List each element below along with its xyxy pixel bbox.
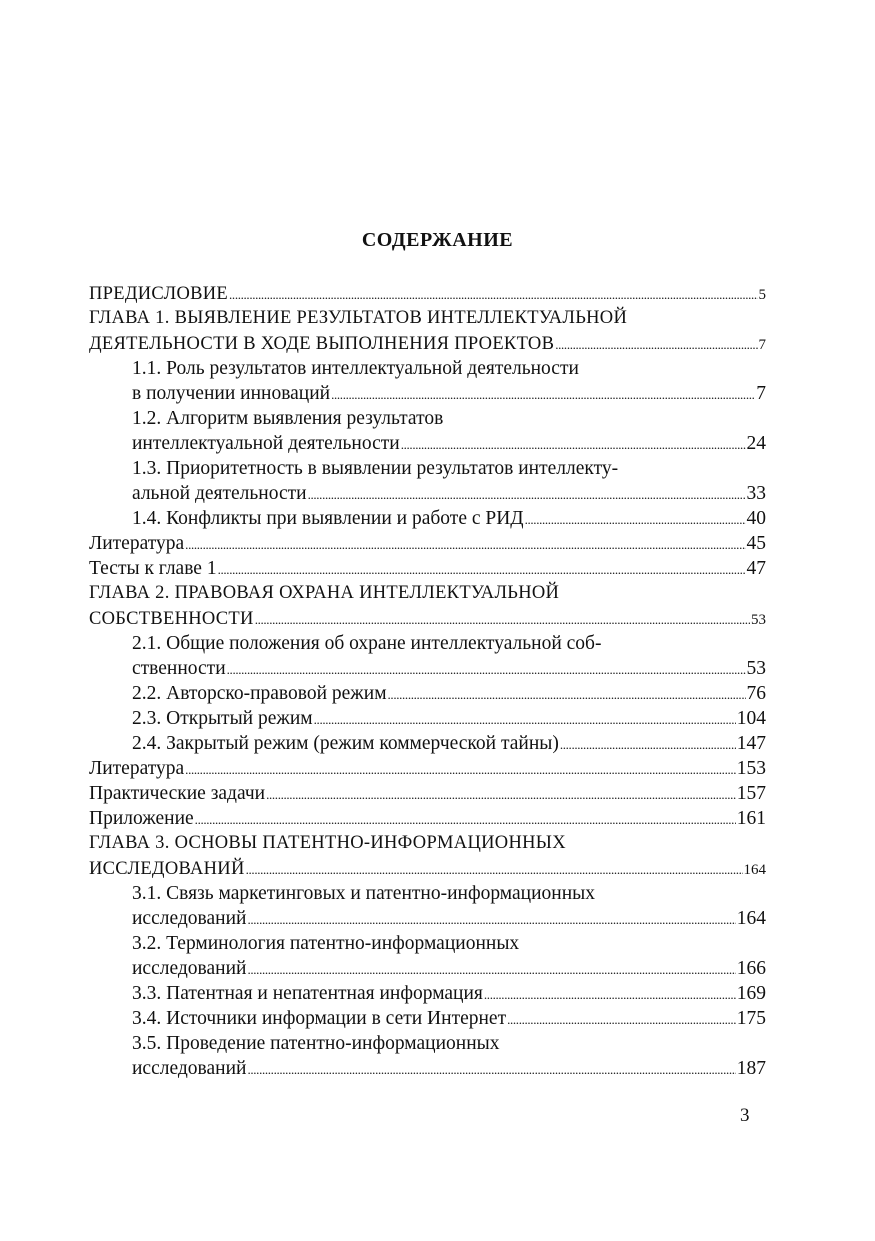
toc-entry-title: ИССЛЕДОВАНИЙ: [89, 859, 245, 879]
toc-page-number: 164: [736, 908, 766, 929]
toc-entry-line: [89, 1056, 766, 1081]
toc-entry-title: исследований: [132, 1058, 247, 1079]
toc-leader-dots: [185, 531, 745, 557]
toc-leader-dots: [484, 981, 736, 1007]
toc-entry-line: [89, 981, 766, 1006]
toc-entry-title: 2.4. Закрытый режим (режим коммерческой тайны): [132, 733, 559, 754]
toc-entry-title: 1.4. Конфликты при выявлении и работе с РИД: [132, 508, 524, 529]
toc-entry-line: [89, 531, 766, 556]
toc-page-number: 175: [736, 1008, 766, 1029]
toc-entry-title: в получении инноваций: [132, 383, 331, 404]
toc-entry-title: исследований: [132, 958, 247, 979]
toc-entry-title: 3.5. Проведение патентно-информационных: [132, 1033, 500, 1054]
toc-entry-title: ГЛАВА 2. ПРАВОВАЯ ОХРАНА ИНТЕЛЛЕКТУАЛЬНОЙ: [89, 583, 560, 603]
toc-entry-title: Практические задачи: [89, 783, 266, 804]
toc-entry-line: [89, 831, 766, 856]
toc-entry-line: [89, 431, 766, 456]
toc-leader-dots: [331, 381, 755, 407]
toc-page-number: 40: [746, 508, 766, 529]
toc-page-number: 187: [736, 1058, 766, 1079]
toc-entry-title: Литература: [89, 533, 185, 554]
toc-page-number: 169: [736, 983, 766, 1004]
toc-entry-line: [89, 281, 766, 306]
toc-entry-line: [89, 356, 766, 381]
toc-leader-dots: [247, 1056, 735, 1082]
toc-entry-line: [89, 906, 766, 931]
toc-entry-line: [89, 806, 766, 831]
toc-entry-line: [89, 1006, 766, 1031]
toc-leader-dots: [247, 906, 735, 932]
toc-page-number: 147: [736, 733, 766, 754]
toc-entry-title: 3.2. Терминология патентно-информационных: [132, 933, 520, 954]
toc-leader-dots: [507, 1006, 736, 1032]
toc-entry-line: [89, 856, 766, 881]
toc-entry-line: [89, 756, 766, 781]
toc-leader-dots: [308, 481, 746, 507]
toc-entry-title: ДЕЯТЕЛЬНОСТИ В ХОДЕ ВЫПОЛНЕНИЯ ПРОЕКТОВ: [89, 334, 555, 354]
toc-entry-line: [89, 881, 766, 906]
toc-leader-dots: [185, 756, 736, 782]
toc-entry-line: [89, 1031, 766, 1056]
toc-entry-line: [89, 931, 766, 956]
toc-leader-dots: [246, 856, 743, 882]
toc-page-number: 53: [746, 658, 766, 679]
toc-page-number: 166: [736, 958, 766, 979]
toc-entry-title: СОБСТВЕННОСТИ: [89, 609, 254, 629]
contents-heading: СОДЕРЖАНИЕ: [361, 229, 514, 251]
toc-leader-dots: [555, 331, 757, 357]
page-number: 3: [740, 1105, 750, 1126]
toc-leader-dots: [401, 431, 746, 457]
toc-entry-line: [89, 481, 766, 506]
toc-leader-dots: [525, 506, 746, 532]
toc-entry-title: Приложение: [89, 808, 194, 829]
toc-entry-line: [89, 731, 766, 756]
toc-leader-dots: [255, 606, 750, 632]
toc-page-number: 53: [751, 612, 766, 628]
toc-entry-title: исследований: [132, 908, 247, 929]
toc-entry-title: ГЛАВА 3. ОСНОВЫ ПАТЕНТНО-ИНФОРМАЦИОННЫХ: [89, 833, 566, 853]
toc-entry-title: 3.1. Связь маркетинговых и патентно-информационных: [132, 883, 595, 904]
toc-entry-title: 2.1. Общие положения об охране интеллектуальной соб-: [132, 633, 602, 654]
toc-page-number: 153: [736, 758, 766, 779]
toc-entry-line: [89, 706, 766, 731]
toc-page-number: 7: [758, 337, 766, 353]
toc-leader-dots: [314, 706, 736, 732]
toc-entry-line: [89, 631, 766, 656]
toc-page-number: 104: [736, 708, 766, 729]
toc-entry-title: 2.3. Открытый режим: [132, 708, 313, 729]
toc-entry-line: [89, 956, 766, 981]
toc-entry-title: 1.2. Алгоритм выявления результатов: [132, 408, 444, 429]
toc-leader-dots: [560, 731, 736, 757]
toc-entry-line: [89, 581, 766, 606]
toc-page-number: 157: [736, 783, 766, 804]
toc-entry-line: [89, 506, 766, 531]
toc-entry-line: [89, 606, 766, 631]
toc-entry-line: [89, 406, 766, 431]
toc-entry-line: [89, 306, 766, 331]
toc-entry-line: [89, 556, 766, 581]
table-of-contents: [89, 281, 766, 1081]
toc-page-number: 45: [746, 533, 766, 554]
toc-entry-title: 1.3. Приоритетность в выявлении результатов интеллекту-: [132, 458, 619, 479]
toc-entry-title: 3.4. Источники информации в сети Интернет: [132, 1008, 507, 1029]
toc-leader-dots: [195, 806, 736, 832]
toc-page-number: 7: [756, 383, 766, 404]
toc-entry-title: 1.1. Роль результатов интеллектуальной деятельности: [132, 358, 579, 379]
toc-entry-title: 2.2. Авторско-правовой режим: [132, 683, 387, 704]
toc-entry-title: 3.3. Патентная и непатентная информация: [132, 983, 483, 1004]
toc-page-number: 24: [746, 433, 766, 454]
toc-leader-dots: [247, 956, 735, 982]
toc-entry-title: ГЛАВА 1. ВЫЯВЛЕНИЕ РЕЗУЛЬТАТОВ ИНТЕЛЛЕКТУАЛЬНОЙ: [89, 308, 628, 328]
toc-entry-line: [89, 456, 766, 481]
toc-entry-line: [89, 781, 766, 806]
toc-entry-title: Тесты к главе 1: [89, 558, 217, 579]
toc-entry-title: альной деятельности: [132, 483, 307, 504]
toc-page-number: 161: [736, 808, 766, 829]
toc-page-number: 47: [746, 558, 766, 579]
toc-entry-title: Литература: [89, 758, 185, 779]
toc-page-number: 33: [746, 483, 766, 504]
toc-page-number: 164: [743, 862, 766, 878]
toc-entry-line: [89, 331, 766, 356]
toc-leader-dots: [388, 681, 746, 707]
toc-entry-title: ственности: [132, 658, 226, 679]
toc-page-number: 5: [758, 287, 766, 303]
toc-leader-dots: [218, 556, 746, 582]
toc-entry-line: [89, 681, 766, 706]
toc-entry-title: ПРЕДИСЛОВИЕ: [89, 284, 229, 304]
toc-entry-line: [89, 656, 766, 681]
toc-leader-dots: [229, 281, 757, 307]
toc-entry-title: интеллектуальной деятельности: [132, 433, 400, 454]
toc-entry-line: [89, 381, 766, 406]
toc-page-number: 76: [746, 683, 766, 704]
toc-leader-dots: [227, 656, 746, 682]
toc-leader-dots: [266, 781, 736, 807]
